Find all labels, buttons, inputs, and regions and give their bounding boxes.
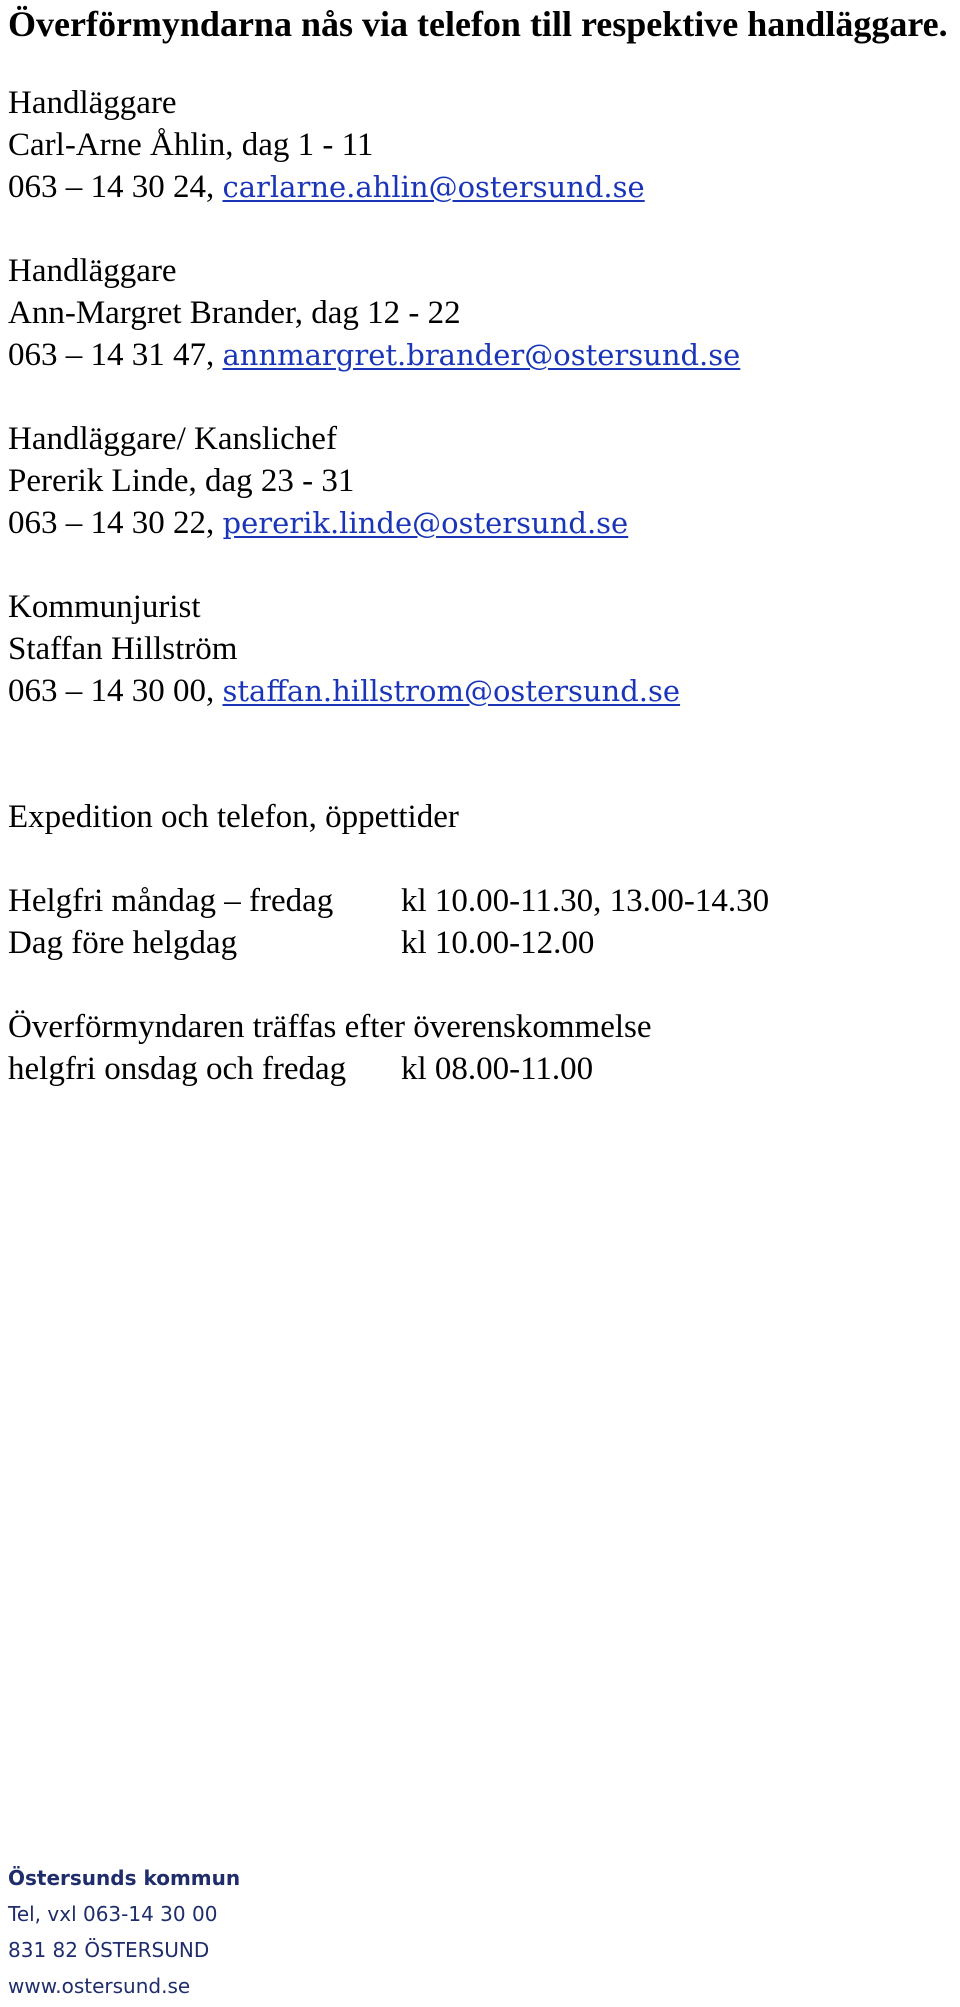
contact-role: Kommunjurist [8,589,201,625]
footer-organization: Östersunds kommun [8,1866,241,1890]
hours-day: Dag före helgdag [8,925,238,961]
contact-phone: 063 – 14 30 24, [8,169,223,205]
contact-email-link[interactable]: carlarne.ahlin@ostersund.se [222,170,645,204]
contact-card [8,586,680,712]
contact-card [8,418,628,544]
hours-row [8,922,594,964]
contact-phone: 063 – 14 30 22, [8,505,223,541]
meeting-info: Överförmyndaren träffas efter överenskommelse [8,1009,652,1045]
contact-name: Pererik Linde, dag 23 - 31 [8,463,355,499]
contact-card [8,250,740,376]
contact-phone-line [8,334,740,376]
contact-role: Handläggare/ Kanslichef [8,421,337,457]
contact-card [8,82,645,208]
meeting-time: kl 08.00-11.00 [401,1051,594,1087]
meeting-day: helgfri onsdag och fredag [8,1051,347,1087]
contact-phone: 063 – 14 30 00, [8,673,223,709]
hours-time: kl 10.00-12.00 [401,925,595,961]
contact-name: Ann-Margret Brander, dag 12 - 22 [8,295,461,331]
hours-time: kl 10.00-11.30, 13.00-14.30 [401,883,770,919]
hours-day: Helgfri måndag – fredag [8,883,334,919]
footer-address: 831 82 ÖSTERSUND [8,1938,210,1962]
footer-phone: Tel, vxl 063-14 30 00 [8,1902,218,1926]
page-heading: Överförmyndarna nås via telefon till respektive handläggare. [8,4,948,44]
contact-phone-line [8,166,645,208]
footer-website[interactable]: www.ostersund.se [8,1974,191,1998]
contact-name: Carl-Arne Åhlin, dag 1 - 11 [8,127,374,163]
contact-phone-line [8,670,680,712]
contact-role: Handläggare [8,85,177,121]
meeting-hours-row [8,1048,593,1090]
contact-phone-line [8,502,628,544]
hours-row [8,880,769,922]
page-footer [8,1860,240,2004]
opening-hours-title: Expedition och telefon, öppettider [8,799,459,835]
contact-email-link[interactable]: annmargret.brander@ostersund.se [222,338,741,372]
contact-name: Staffan Hillström [8,631,238,667]
contact-email-link[interactable]: pererik.linde@ostersund.se [222,506,629,540]
contact-phone: 063 – 14 31 47, [8,337,223,373]
contact-role: Handläggare [8,253,177,289]
contact-email-link[interactable]: staffan.hillstrom@ostersund.se [222,674,681,708]
